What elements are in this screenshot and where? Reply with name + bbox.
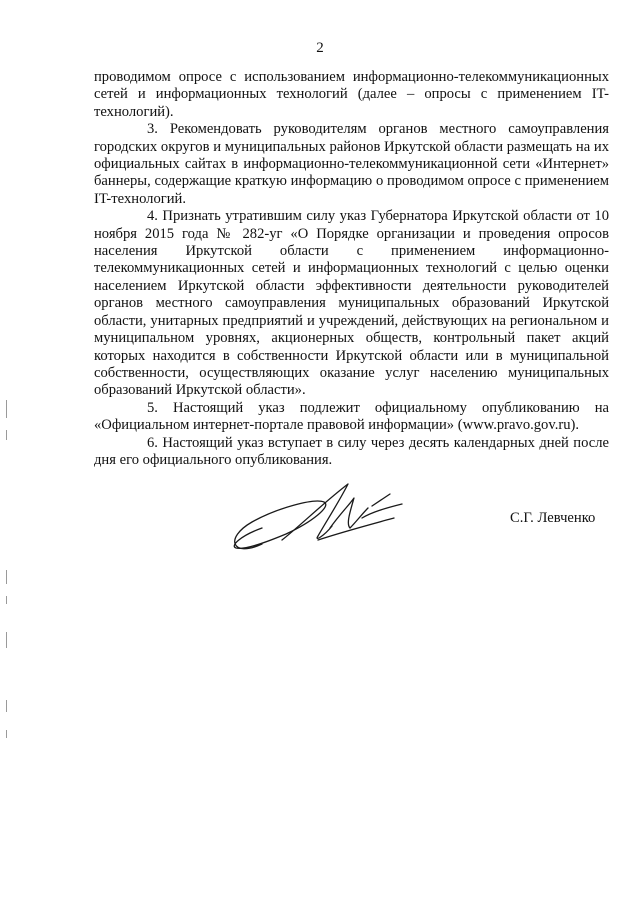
signature-stroke-rise — [282, 484, 348, 540]
signature-stroke-dash — [372, 494, 390, 506]
paragraph-item-3: 3. Рекомендовать руководителям органов местного самоуправления городских округов и муниципальных районов Иркутской области размещать на их официальных сайтах в информационно-телекоммуникационной сети «Интернет» баннеры, содержащие краткую информацию о проводимом опросе с применением IT-технологий. — [94, 121, 609, 207]
signature-stroke-middle — [330, 498, 368, 528]
page-number: 2 — [316, 40, 324, 56]
document-body — [94, 69, 609, 469]
signature-stroke-loop — [234, 501, 325, 549]
paragraph-item-4: 4. Признать утратившим силу указ Губернатора Иркутской области от 10 ноября 2015 года № 282-уг «О Порядке организации и проведения опросов населения Иркутской области с применением информационно-телекоммуникационных сетей и информационных технологий с целью оценки населением Иркутской области эффективности деятельности руководителей органов местного самоуправления муниципальных образований Иркутской области, унитарных предприятий и учреждений, действующих на региональном и муниципальном уровнях, акционерных обществ, контрольный пакет акций которых находится в собственности Иркутской области или в муниципальной собственности, осуществляющих оказание услуг населению муниципальных образований Иркутской области». — [94, 208, 609, 399]
signature-stroke-tail — [362, 504, 402, 518]
signatory-name: С.Г. Левченко — [510, 510, 596, 526]
paragraph-continuation: проводимом опросе с использованием информационно-телекоммуникационных сетей и информационных технологий (далее – опросы с применением IT-технологий). — [94, 69, 609, 120]
paragraph-item-6: 6. Настоящий указ вступает в силу через десять календарных дней после дня его официального опубликования. — [94, 434, 609, 468]
paragraph-item-5: 5. Настоящий указ подлежит официальному опубликованию на «Официальном интернет-портале правовой информации» (www.pravo.gov.ru). — [94, 399, 609, 434]
handwritten-signature — [222, 478, 412, 568]
scan-edge-marks — [6, 400, 8, 760]
